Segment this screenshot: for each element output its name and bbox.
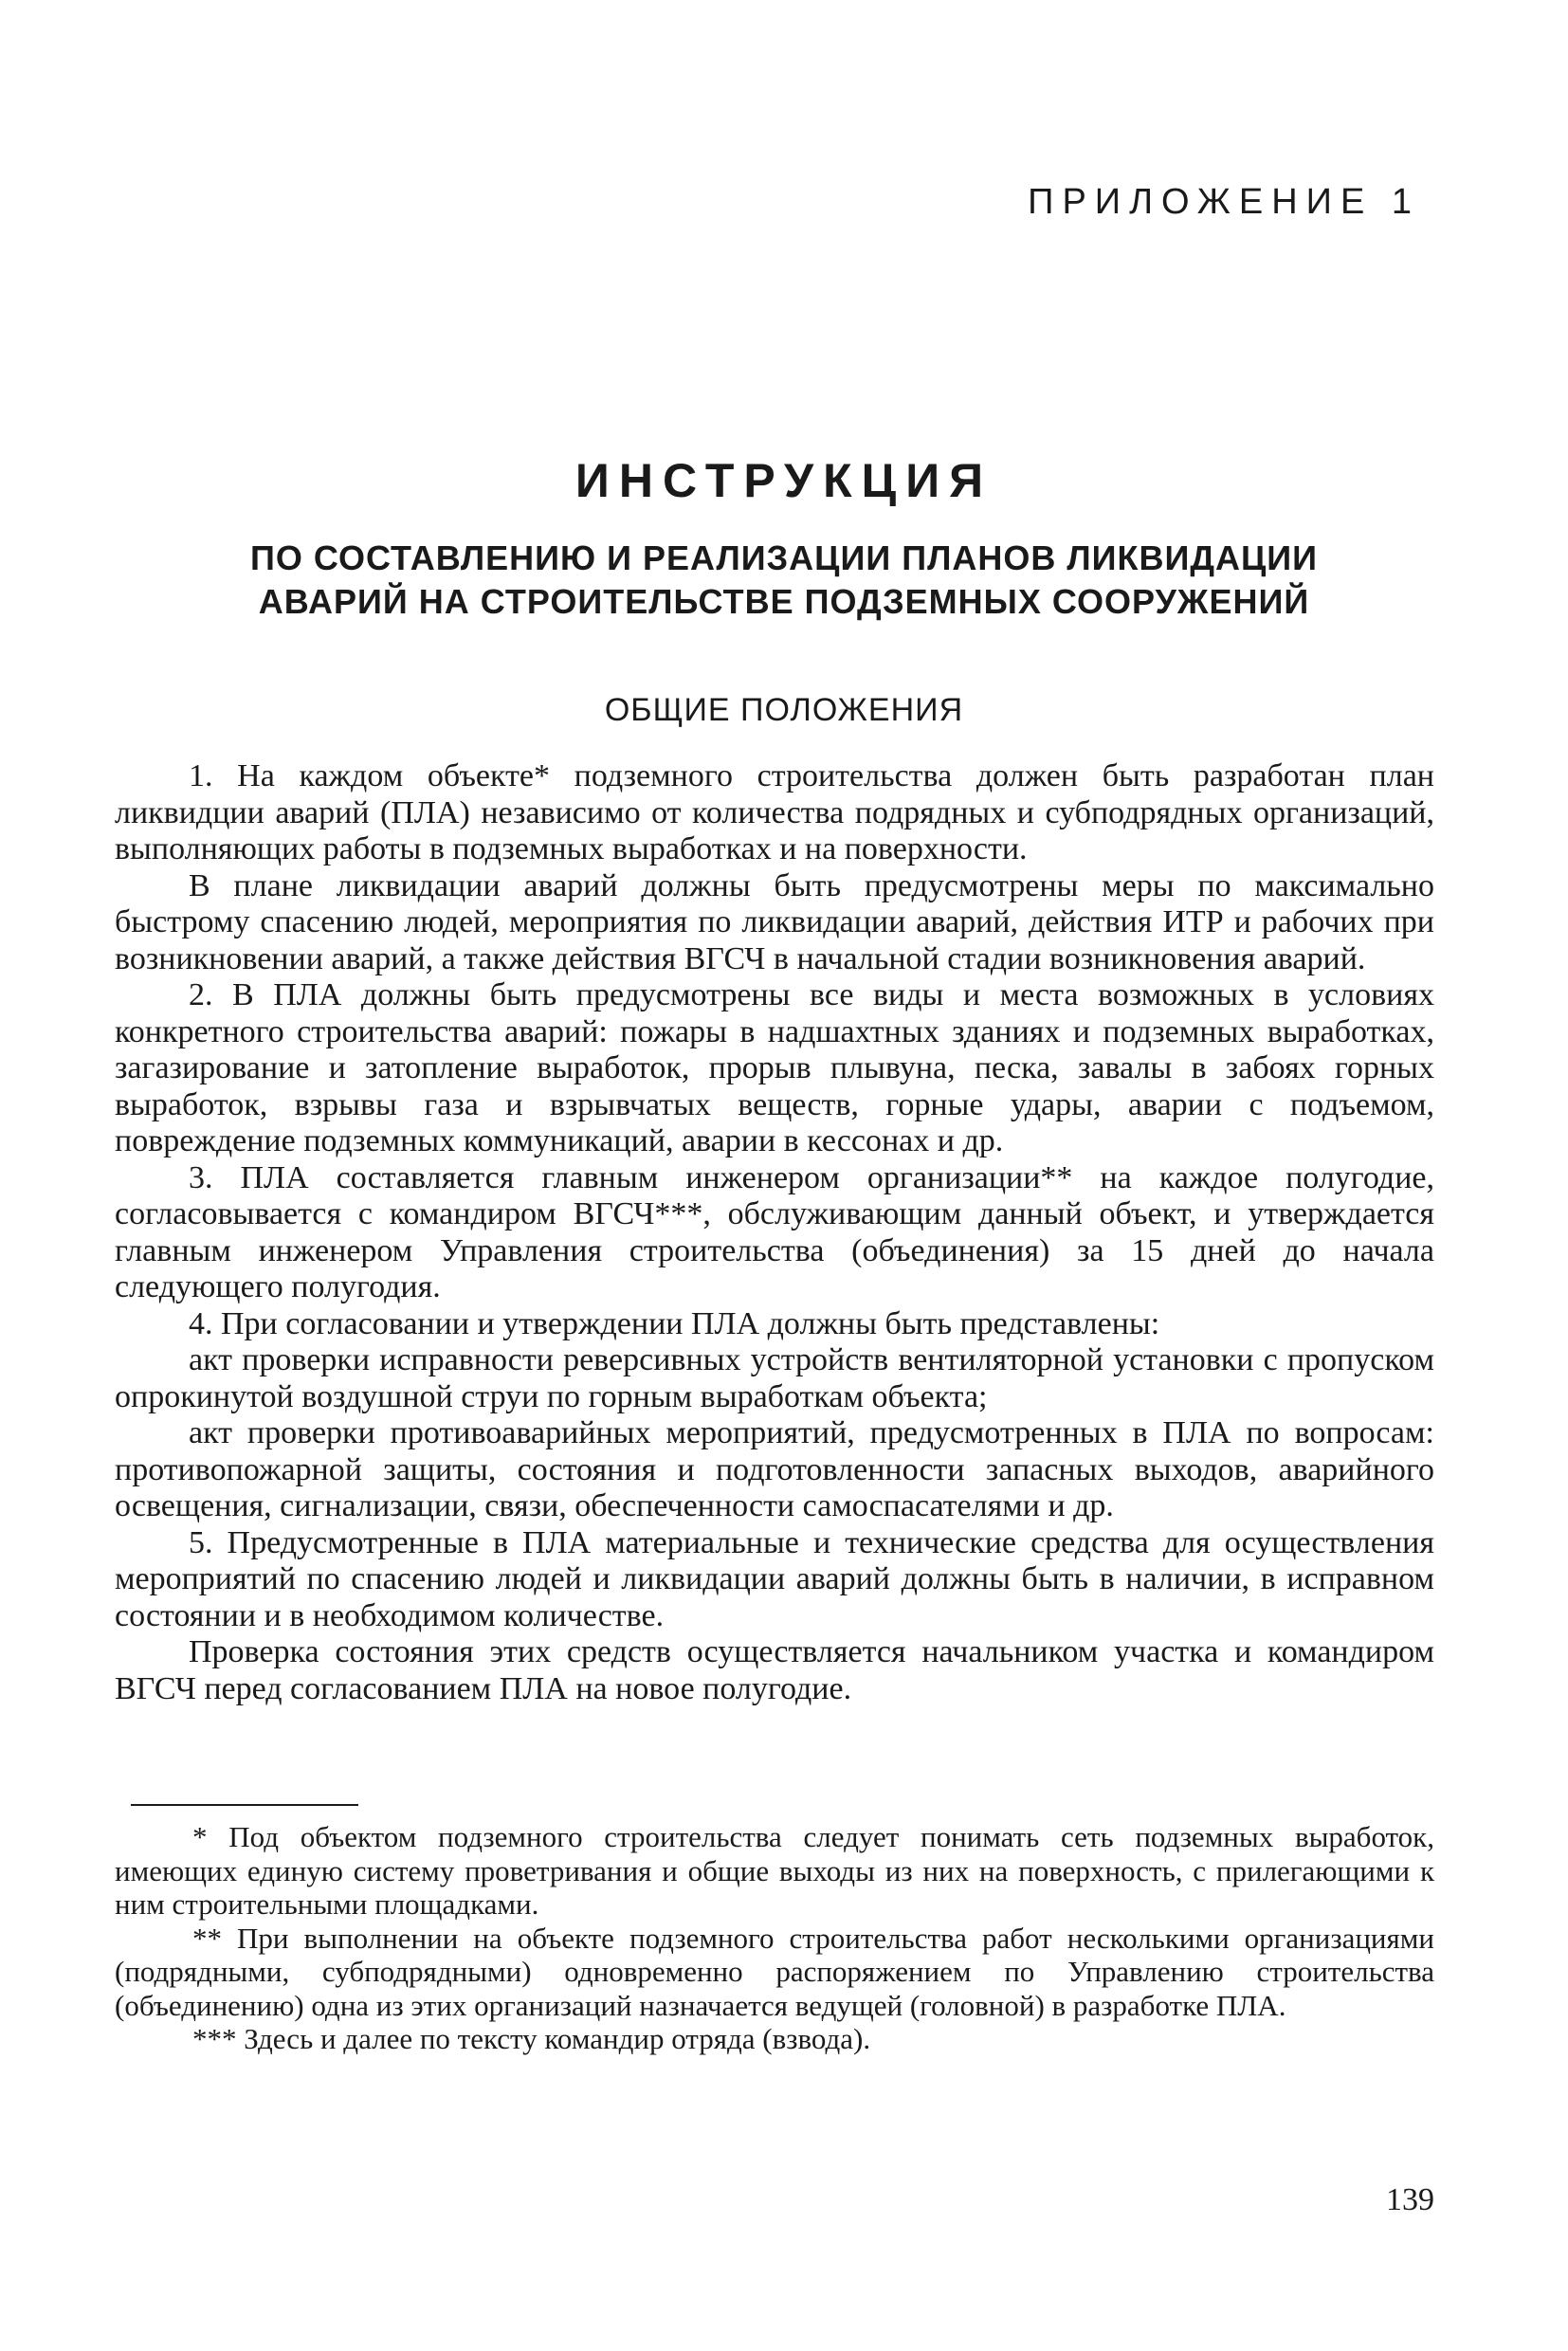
body-text [115,758,1434,1707]
paragraph: 5. Предусмотренные в ПЛА материальные и технические средства для осуществления мероприятий по спасению людей и ликвидации аварий должны быть в наличии, в исправном состоянии и в необходимом количестве. [115,1524,1434,1633]
footnote: *** Здесь и далее по тексту командир отряда (взвода). [192,2022,871,2055]
paragraph: акт проверки исправности реверсивных устройств вентиляторной установки с пропуском опрокинутой воздушной струи по горным выработкам объекта; [115,1342,1434,1414]
paragraph: 2. В ПЛА должны быть предусмотрены все виды и места возможных в условиях конкретного строительства аварий: пожары в надшахтных зданиях и подземных выработках, загазирование и затопление выработок, прорыв плывуна, песка, завалы в забоях горных выработок, взрывы газа и взрывчатых веществ, горные удары, аварии с подъемом, повреждение подземных коммуникаций, аварии в кессонах и др. [115,977,1434,1158]
paragraph: 4. При согласовании и утверждении ПЛА должны быть представлены: [189,1305,1160,1341]
title-subtitle-line-1: ПО СОСТАВЛЕНИЮ И РЕАЛИЗАЦИИ ПЛАНОВ ЛИКВИДАЦИИ [249,538,1319,577]
title-subtitle-line-2: АВАРИЙ НА СТРОИТЕЛЬСТВЕ ПОДЗЕМНЫХ СООРУЖЕНИЙ [258,582,1310,621]
paragraph: 3. ПЛА составляется главным инженером организации** на каждое полугодие, согласовывается с командиром ВГСЧ***, обслуживающим данный объект, и утверждается главным инженером Управления строительства (объединения) за 15 дней до начала следующего полугодия. [115,1159,1434,1304]
document-title [0,453,1568,624]
page-number: 139 [1386,2182,1434,2217]
footnote: ** При выполнении на объекте подземного строительства работ несколькими организациями (подрядными, субподрядными) одновременно распоряжением по Управлению строительства (объединению) одна из этих организаций назначается ведущей (головной) в разработке ПЛА. [115,1921,1434,2022]
footnote: * Под объектом подземного строительства следует понимать сеть подземных выработок, имеющих единую систему проветривания и общие выходы из них на поверхность, с прилегающими к ним строительными площадками. [115,1820,1434,1921]
paragraph: 1. На каждом объекте* подземного строительства должен быть разработан план ликвидции аварий (ПЛА) независимо от количества подрядных и субподрядных организаций, выполняющих работы в подземных выработках и на поверхности. [115,758,1434,866]
section-heading: ОБЩИЕ ПОЛОЖЕНИЯ [604,692,964,728]
appendix-label: ПРИЛОЖЕНИЕ 1 [1028,182,1420,222]
footnote-divider [131,1804,358,1806]
paragraph: В плане ликвидации аварий должны быть предусмотрены меры по максимально быстрому спасению людей, мероприятия по ликвидации аварий, действия ИТР и рабочих при возникновении аварий, а также действия ВГСЧ в начальной стадии возникновения аварий. [115,867,1434,976]
paragraph: Проверка состояния этих средств осуществляется начальником участка и командиром ВГСЧ перед согласованием ПЛА на новое полугодие. [115,1634,1434,1706]
paragraph: акт проверки противоаварийных мероприятий, предусмотренных в ПЛА по вопросам: противопожарной защиты, состояния и подготовленности запасных выходов, аварийного освещения, сигнализации, связи, обеспеченности самоспасателями и др. [115,1415,1434,1523]
title-main: ИНСТРУКЦИЯ [574,454,994,507]
footnotes [115,1820,1434,2056]
